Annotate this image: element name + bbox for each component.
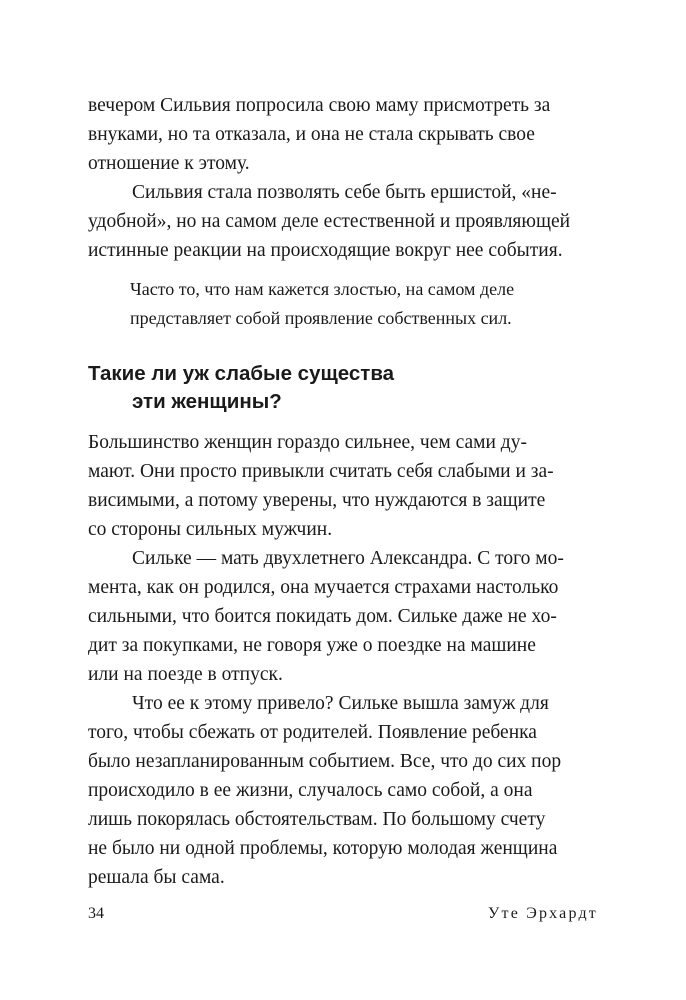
text-line: висимыми, а потому уверены, что нуждаются в защите <box>88 490 546 511</box>
text-line: было незапланированным событием. Все, что до сих пор <box>88 751 562 772</box>
text-line: истинные реакции на происходящие вокруг нее события. <box>88 240 563 261</box>
text-line: мента, как он родился, она мучается страхами настолько <box>88 577 559 598</box>
page-number: 34 <box>88 905 104 922</box>
text-line: дит за покупками, не говоря уже о поездке на машине <box>88 635 536 656</box>
text-line: Большинство женщин гораздо сильнее, чем сами ду- <box>88 432 527 453</box>
text-line: лишь покорялась обстоятельствам. По большому счету <box>88 809 546 830</box>
text-line: сильными, что боится покидать дом. Сильке даже не хо- <box>88 606 557 627</box>
text-line: происходило в ее жизни, случалось само собой, а она <box>88 780 533 801</box>
heading-line: Такие ли уж слабые существа <box>88 362 395 385</box>
quote-line: Часто то, что нам кажется злостью, на самом деле <box>130 279 515 299</box>
text-line: того, чтобы сбежать от родителей. Появление ребенка <box>88 722 537 743</box>
text-line: внуками, но та отказала, и она не стала скрывать свое <box>88 124 535 145</box>
text-line: отношение к этому. <box>88 153 250 174</box>
text-line: со стороны сильных мужчин. <box>88 519 333 540</box>
text-line: решала бы сама. <box>88 867 225 888</box>
running-footer-author: Уте Эрхардт <box>488 905 598 922</box>
heading-line: эти женщины? <box>132 390 282 413</box>
text-line: Сильвия стала позволять себе быть ершистой, «не- <box>132 182 557 203</box>
text-line: Что ее к этому привело? Сильке вышла замуж для <box>132 693 549 714</box>
text-line: мают. Они просто привыкли считать себя слабыми и за- <box>88 461 554 482</box>
text-line: не было ни одной проблемы, которую молодая женщина <box>88 838 558 859</box>
text-line: Сильке — мать двухлетнего Александра. С того мо- <box>132 548 564 569</box>
text-line: вечером Сильвия попросила свою маму присмотреть за <box>88 95 551 116</box>
text-line: или на поезде в отпуск. <box>88 664 283 685</box>
text-line: удобной», но на самом деле естественной и проявляющей <box>88 211 571 232</box>
quote-line: представляет собой проявление собственных сил. <box>130 308 512 328</box>
